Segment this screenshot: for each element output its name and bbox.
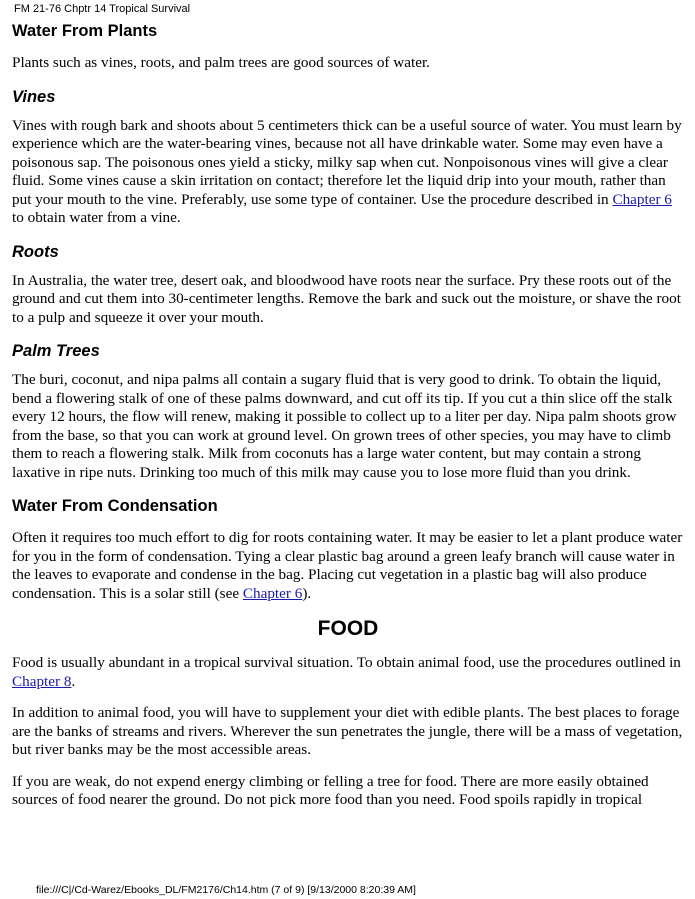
heading-vines: Vines bbox=[12, 87, 56, 106]
paragraph-food-1 bbox=[12, 654, 684, 691]
food-text: Food is usually abundant in a tropical survival situation. To obtain animal food, use the procedures outlined in bbox=[12, 654, 681, 671]
paragraph-food-2: In addition to animal food, you will have to supplement your diet with edible plants. The best places to forage are the banks of streams and rivers. Wherever the sun penetrates the jungle, there will be a mass of vegetation, but river banks may be the most accessible areas. bbox=[12, 704, 683, 758]
running-head: FM 21-76 Chptr 14 Tropical Survival bbox=[14, 3, 191, 15]
paragraph-vines bbox=[12, 117, 684, 228]
heading-food: FOOD bbox=[317, 617, 379, 640]
paragraph-water-from-plants: Plants such as vines, roots, and palm trees are good sources of water. bbox=[12, 54, 430, 71]
vines-text: Vines with rough bark and shoots about 5 centimeters thick can be a useful source of water. You must learn by experience which are the water-bearing vines, because not all have drinkable water. Some may even have a poisonous sap. The poisonous ones yield a sticky, milky sap when cut. Nonpoisonous vines will give a clear fluid. Some vines cause a skin irritation on contact; therefore let the liquid drip into your mouth, rather than put your mouth to the vine. Preferably, use some type of container. Use the procedure described in bbox=[12, 116, 682, 208]
chapter-6-link[interactable]: Chapter 6 bbox=[612, 190, 672, 208]
heading-water-from-condensation: Water From Condensation bbox=[12, 497, 218, 515]
document-body bbox=[12, 18, 684, 823]
chapter-8-link[interactable]: Chapter 8 bbox=[12, 672, 72, 690]
heading-palm-trees: Palm Trees bbox=[12, 342, 100, 360]
condensation-text-end: ). bbox=[302, 584, 312, 602]
paragraph-condensation bbox=[12, 529, 684, 603]
chapter-6-link-2[interactable]: Chapter 6 bbox=[242, 584, 303, 602]
footer-file-path: file:///C|/Cd-Warez/Ebooks_DL/FM2176/Ch14.htm (7 of 9) [9/13/2000 8:20:39 AM] bbox=[36, 884, 416, 896]
paragraph-palm-trees: The buri, coconut, and nipa palms all contain a sugary fluid that is very good to drink. To obtain the liquid, bend a flowering stalk of one of these palms downward, and cut off its tip. If you cut a thin slice off the stalk every 12 hours, the flow will renew, making it possible to collect up to a liter per day. Nipa palm shoots grow from the base, so that you can work at ground level. On grown trees of other species, you may have to climb them to reach a flowering stalk. Milk from coconuts has a large water content, but may contain a strong laxative in ripe nuts. Drinking too much of this milk may cause you to lose more fluid than you drink. bbox=[12, 371, 677, 481]
heading-water-from-plants: Water From Plants bbox=[12, 22, 158, 40]
paragraph-food-3: If you are weak, do not expend energy climbing or felling a tree for food. There are more easily obtained sources of food nearer the ground. Do not pick more food than you need. Food spoils rapidly in tropical bbox=[12, 772, 649, 808]
heading-roots: Roots bbox=[12, 242, 59, 261]
condensation-text: Often it requires too much effort to dig for roots containing water. It may be easier to let a plant produce water for you in the form of condensation. Tying a clear plastic bag around a green leafy branch will cause water in the leaves to evaporate and condense in the bag. Placing cut vegetation in a plastic bag will also produce condensation. This is a solar still (see bbox=[12, 529, 683, 602]
vines-text-end: to obtain water from a vine. bbox=[12, 209, 181, 226]
paragraph-roots: In Australia, the water tree, desert oak, and bloodwood have roots near the surface. Pry these roots out of the ground and cut them into 30-centimeter lengths. Remove the bark and suck out the moisture, or shave the root to a pulp and squeeze it over your mouth. bbox=[12, 271, 681, 326]
food-text-end: . bbox=[71, 672, 76, 690]
